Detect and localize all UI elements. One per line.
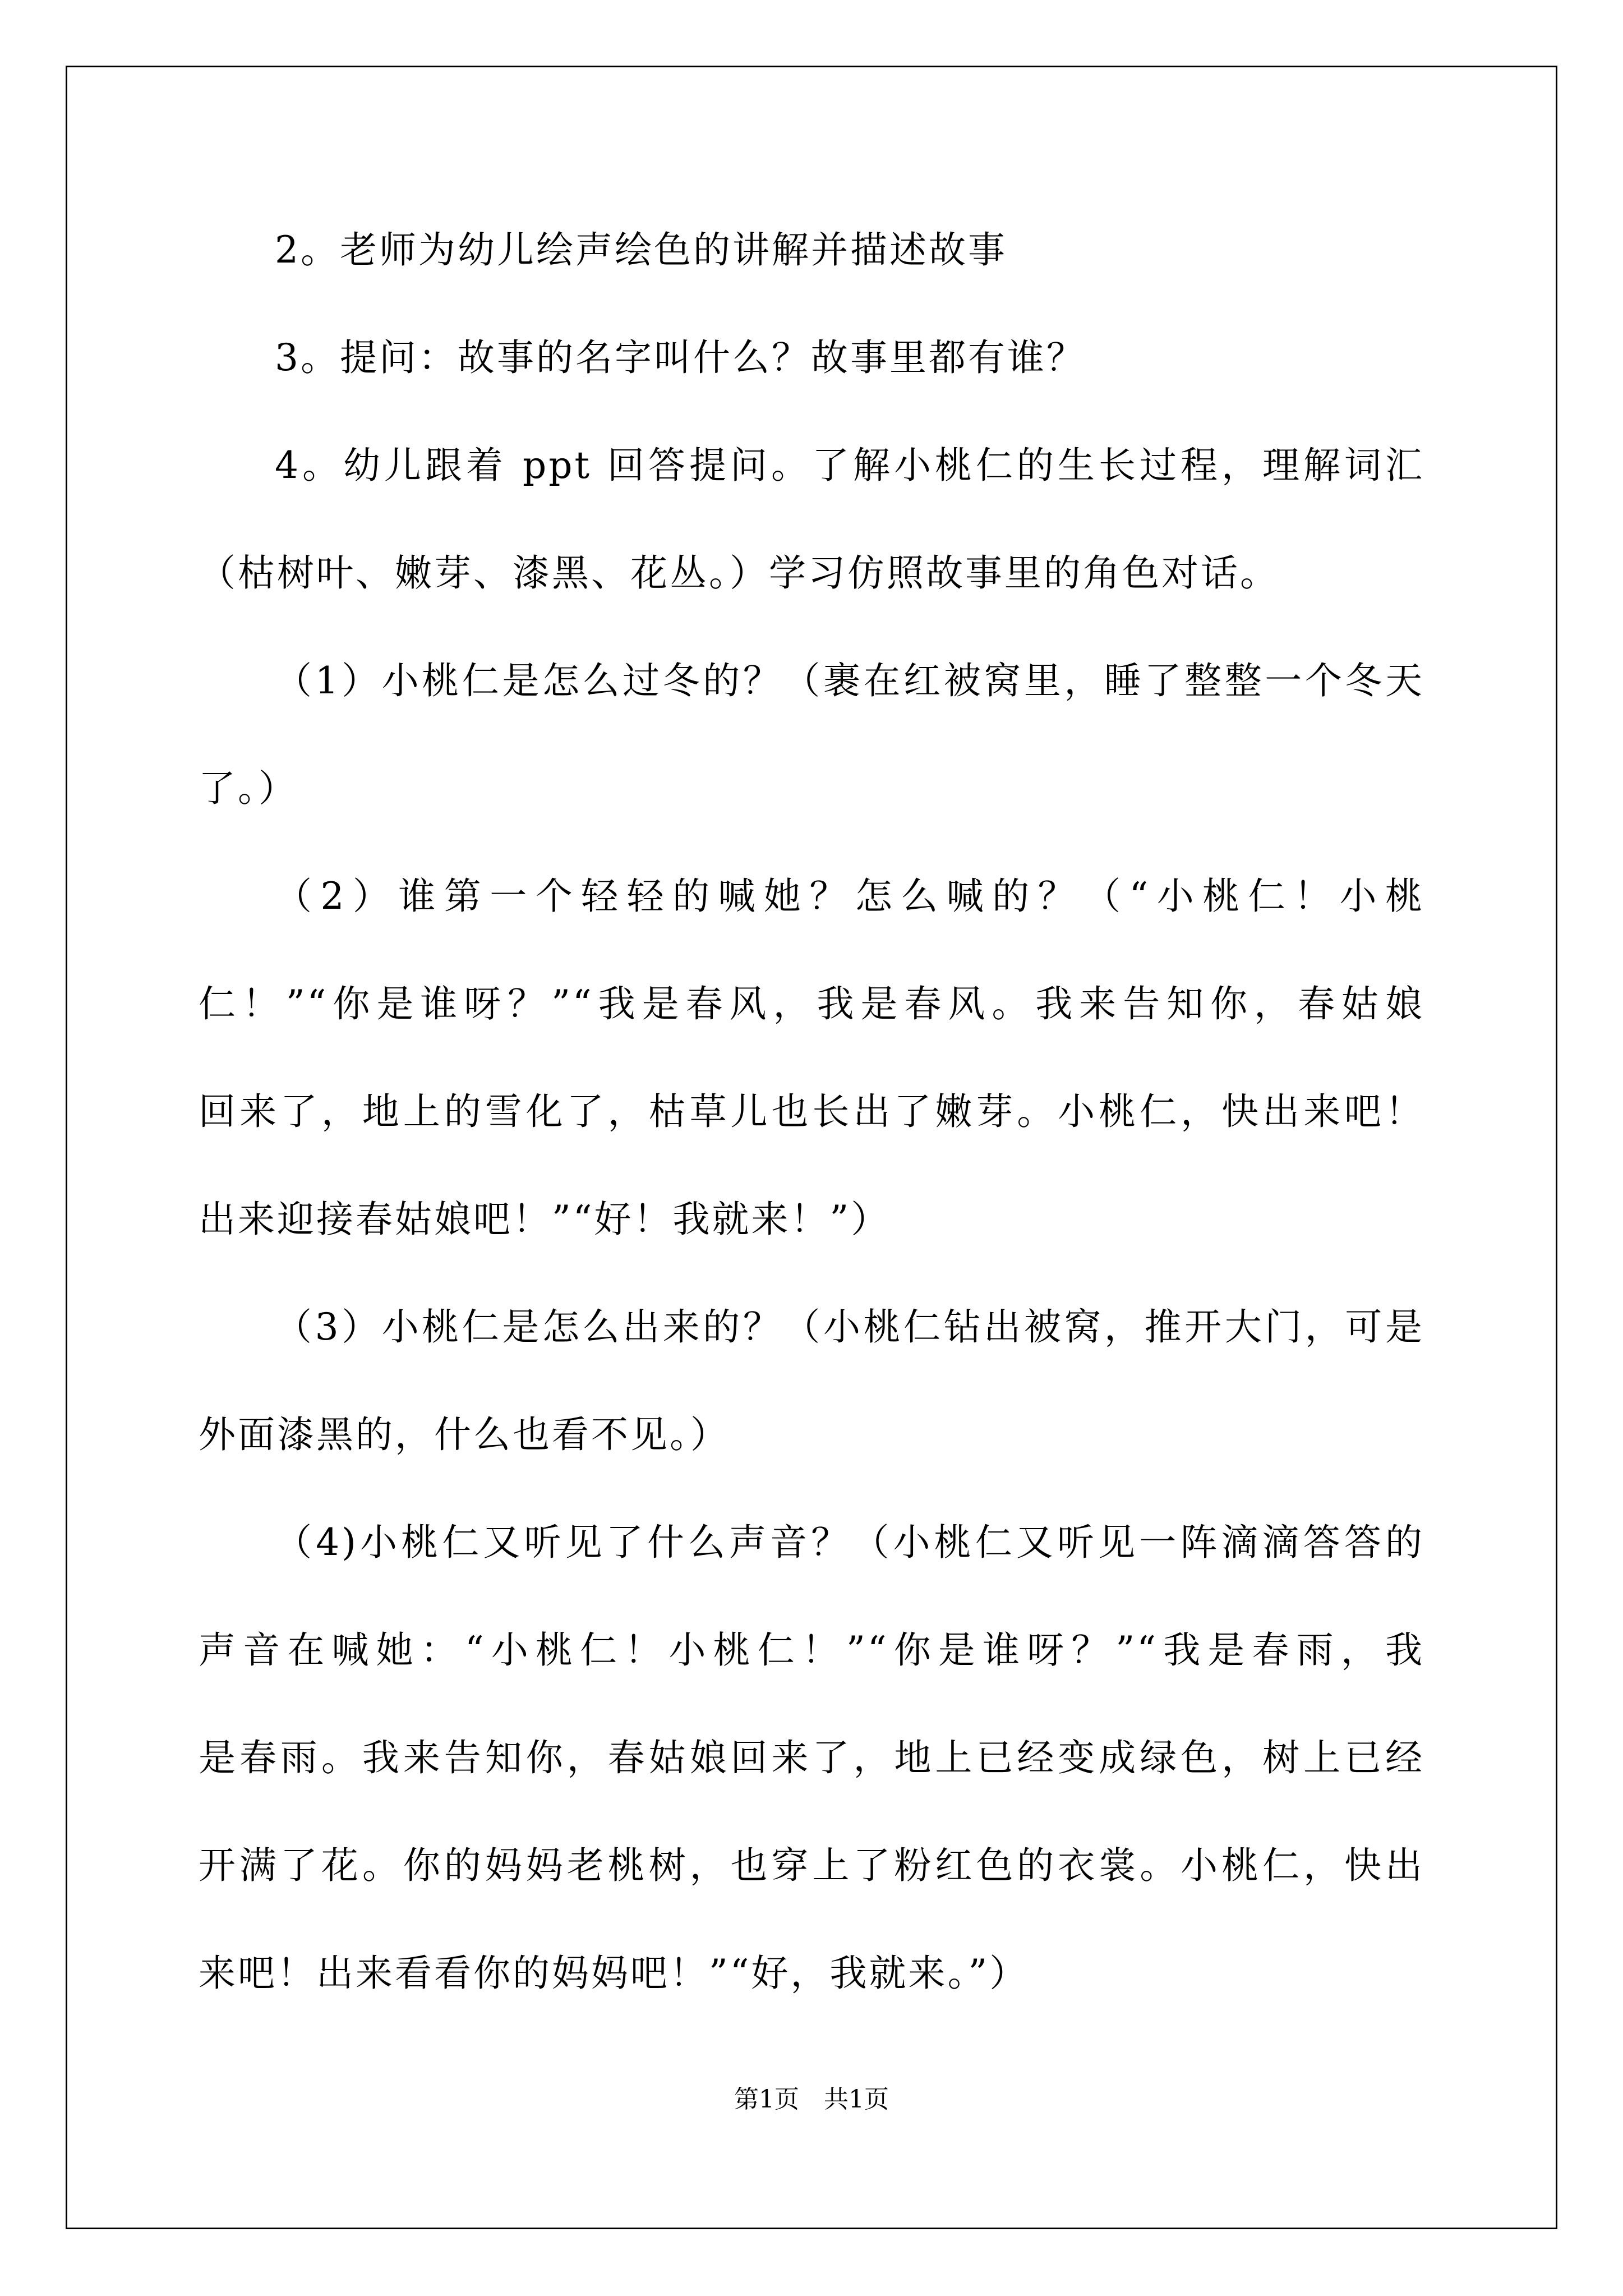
paragraph-line: （2）谁第一个轻轻的喊她？怎么喊的？（“小桃仁！小桃 [275,875,1424,918]
paragraph-line: 来吧！出来看看你的妈妈吧！”“好，我就来。”） [199,1952,1029,1995]
paragraph-line: （4)小桃仁又听见了什么声音？（小桃仁又听见一阵滴滴答答的 [275,1521,1424,1564]
paragraph-line: 是春雨。我来告知你，春姑娘回来了，地上已经变成绿色，树上已经 [199,1736,1424,1779]
paragraph-line: （3）小桃仁是怎么出来的？（小桃仁钻出被窝，推开大门，可是 [275,1305,1424,1349]
paragraph-line: 仁！”“你是谁呀？”“我是春风，我是春风。我来告知你，春姑娘 [199,982,1424,1025]
paragraph-line: （1）小桃仁是怎么过冬的？（裹在红被窝里，睡了整整一个冬天 [275,659,1424,702]
paragraph-line: 了。） [199,767,298,810]
paragraph-line: 4。幼儿跟着 ppt 回答提问。了解小桃仁的生长过程，理解词汇 [275,444,1424,487]
paragraph-line: 3。提问：故事的名字叫什么？故事里都有谁？ [275,336,1086,379]
paragraph-line: 2。老师为幼儿绘声绘色的讲解并描述故事 [275,228,1007,272]
paragraph-line: 回来了，地上的雪化了，枯草儿也长出了嫩芽。小桃仁，快出来吧！ [199,1090,1424,1133]
page-border [66,66,1557,2229]
page-number-footer: 第1页 共1页 [734,2085,889,2114]
paragraph-line: （枯树叶、嫩芽、漆黑、花丛。）学习仿照故事里的角色对话。 [199,551,1279,595]
paragraph-line: 开满了花。你的妈妈老桃树，也穿上了粉红色的衣裳。小桃仁，快出 [199,1844,1424,1887]
paragraph-line: 出来迎接春姑娘吧！”“好！我就来！”） [199,1198,891,1241]
paragraph-line: 外面漆黑的，什么也看不见。） [199,1413,730,1456]
paragraph-line: 声音在喊她：“小桃仁！小桃仁！”“你是谁呀？”“我是春雨，我 [199,1628,1424,1672]
